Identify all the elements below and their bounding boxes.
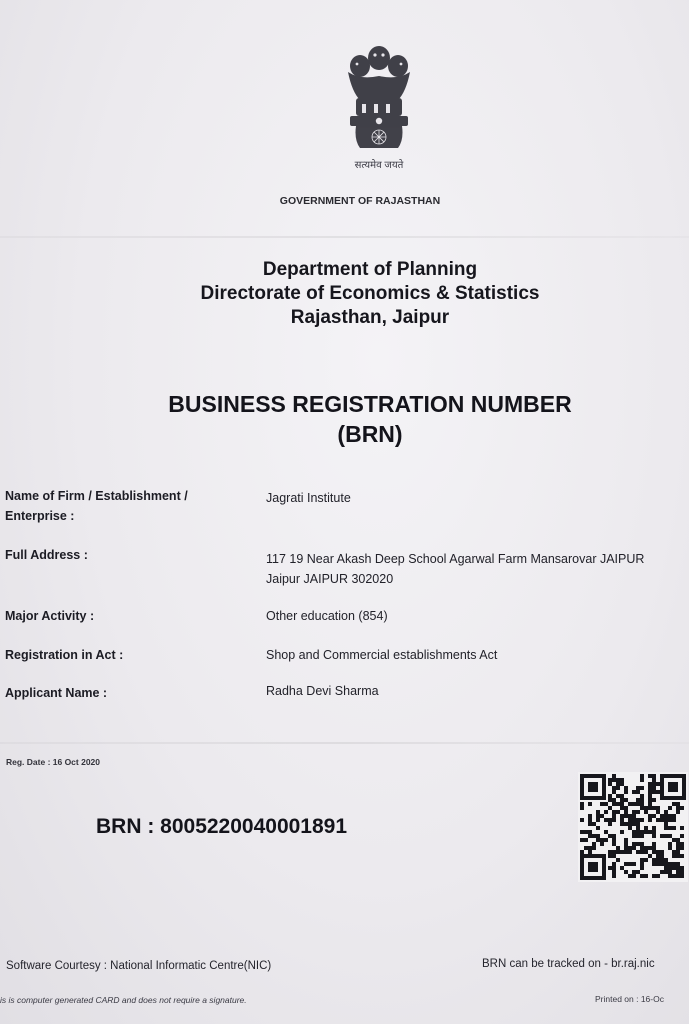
disclaimer: is is computer generated CARD and does not require a signature. xyxy=(0,995,247,1005)
brn-number: BRN : 8005220040001891 xyxy=(96,815,348,838)
registration-date: Reg. Date : 16 Oct 2020 xyxy=(6,757,101,767)
registration-act-label: Registration in Act : xyxy=(5,648,124,662)
paper-fold-line xyxy=(0,236,689,238)
firm-name-label-line: Name of Firm / Establishment / xyxy=(5,489,188,503)
applicant-name-value: Radha Devi Sharma xyxy=(266,684,379,698)
national-emblem-icon xyxy=(338,42,420,154)
government-heading: GOVERNMENT OF RAJASTHAN xyxy=(279,195,441,207)
address-label: Full Address : xyxy=(5,548,88,562)
firm-name-label xyxy=(5,486,188,526)
printed-on: Printed on : 16-Oc xyxy=(595,994,664,1004)
major-activity-label: Major Activity : xyxy=(5,609,95,623)
department-line: Directorate of Economics & Statistics xyxy=(200,283,540,304)
document-title xyxy=(110,389,630,449)
firm-name-value: Jagrati Institute xyxy=(266,491,351,505)
address-line: 117 19 Near Akash Deep School Agarwal Farm Mansarovar JAIPUR xyxy=(266,552,645,566)
title-line: (BRN) xyxy=(337,421,403,447)
qr-code xyxy=(578,772,688,882)
tracking-info: BRN can be tracked on - br.raj.nic xyxy=(482,958,655,970)
software-courtesy: Software Courtesy : National Informatic Centre(NIC) xyxy=(6,960,272,972)
department-heading xyxy=(150,258,590,330)
address-value xyxy=(266,549,644,589)
department-line: Rajasthan, Jaipur xyxy=(290,307,450,328)
registration-act-value: Shop and Commercial establishments Act xyxy=(266,648,498,662)
major-activity-value: Other education (854) xyxy=(266,609,388,623)
paper-fold-line xyxy=(0,742,689,744)
title-line: BUSINESS REGISTRATION NUMBER xyxy=(168,391,572,417)
department-line: Department of Planning xyxy=(262,259,478,280)
emblem-motto: सत्यमेव जयते xyxy=(354,160,404,171)
firm-name-label-line: Enterprise : xyxy=(5,509,75,523)
applicant-name-label: Applicant Name : xyxy=(5,686,108,700)
address-line: Jaipur JAIPUR 302020 xyxy=(266,572,394,586)
